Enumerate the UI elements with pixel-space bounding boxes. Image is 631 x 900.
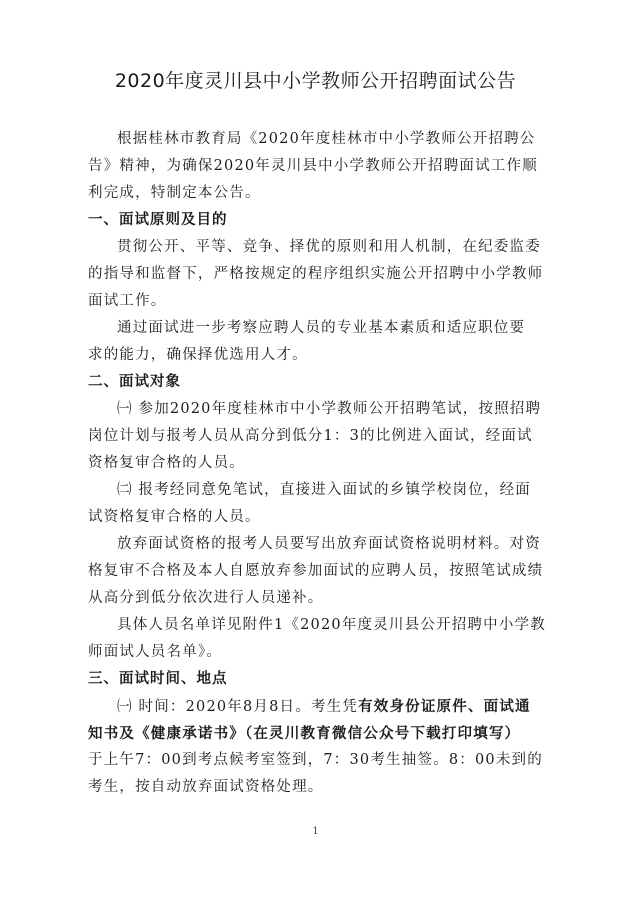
section-heading: 二、面试对象 [88, 374, 181, 390]
list-item-line: 试资格复审合格的人员。 [88, 509, 261, 525]
section-heading: 一、面试原则及目的 [88, 212, 228, 228]
list-item-line: 岗位计划与报考人员从高分到低分1：3的比例进入面试，经面试 [88, 428, 533, 444]
section-heading: 三、面试时间、地点 [88, 671, 228, 687]
paragraph-line: 求的能力，确保择优选用人才。 [88, 347, 308, 363]
list-item-line: 知书及《健康承诺书》（在灵川教育微信公众号下载打印填写） [88, 725, 521, 742]
paragraph-line: 面试工作。 [88, 293, 167, 309]
page-title: 2020年度灵川县中小学教师公开招聘面试公告 [114, 70, 517, 92]
intro-line: 利完成，特制定本公告。 [88, 185, 261, 201]
text-bold: 有效身份证原件、面试通 [358, 698, 531, 715]
document-body [88, 126, 578, 801]
list-item-line: ㈡ 报考经同意免笔试，直接进入面试的乡镇学校岗位，经面 [117, 482, 532, 498]
list-item-line: 资格复审合格的人员。 [88, 455, 245, 471]
page-number: 1 [312, 826, 319, 837]
paragraph-line: 贯彻公开、平等、竞争、择优的原则和用人机制，在纪委监委 [117, 239, 541, 255]
list-item-line: 考生，按自动放弃面试资格处理。 [88, 779, 324, 795]
paragraph-line: 通过面试进一步考察应聘人员的专业基本素质和适应职位要 [117, 320, 526, 336]
list-item-line: ㈠ 参加2020年度桂林市中小学教师公开招聘笔试，按照招聘 [117, 401, 542, 417]
intro-line: 根据桂林市教育局《2020年度桂林市中小学教师公开招聘公 [117, 131, 536, 147]
paragraph-line: 格复审不合格及本人自愿放弃参加面试的应聘人员，按照笔试成绩 [88, 563, 544, 579]
paragraph-line: 师面试人员名单》。 [88, 644, 223, 660]
text-normal: ㈠ 时间：2020年8月8日。考生凭 [117, 699, 359, 715]
paragraph-line: 的指导和监督下，严格按规定的程序组织实施公开招聘中小学教师 [88, 266, 544, 282]
list-item-line: 于上午7：00到考点候考室签到，7：30考生抽签。8：00未到的 [88, 752, 543, 768]
list-item-line [88, 693, 578, 720]
intro-line: 告》精神，为确保2020年灵川县中小学教师公开招聘面试工作顺 [88, 158, 538, 174]
paragraph-line: 从高分到低分依次进行人员递补。 [88, 590, 324, 606]
paragraph-line: 放弃面试资格的报考人员要写出放弃面试资格说明材料。对资 [117, 536, 541, 552]
paragraph-line: 具体人员名单详见附件1《2020年度灵川县公开招聘中小学教 [117, 617, 546, 633]
